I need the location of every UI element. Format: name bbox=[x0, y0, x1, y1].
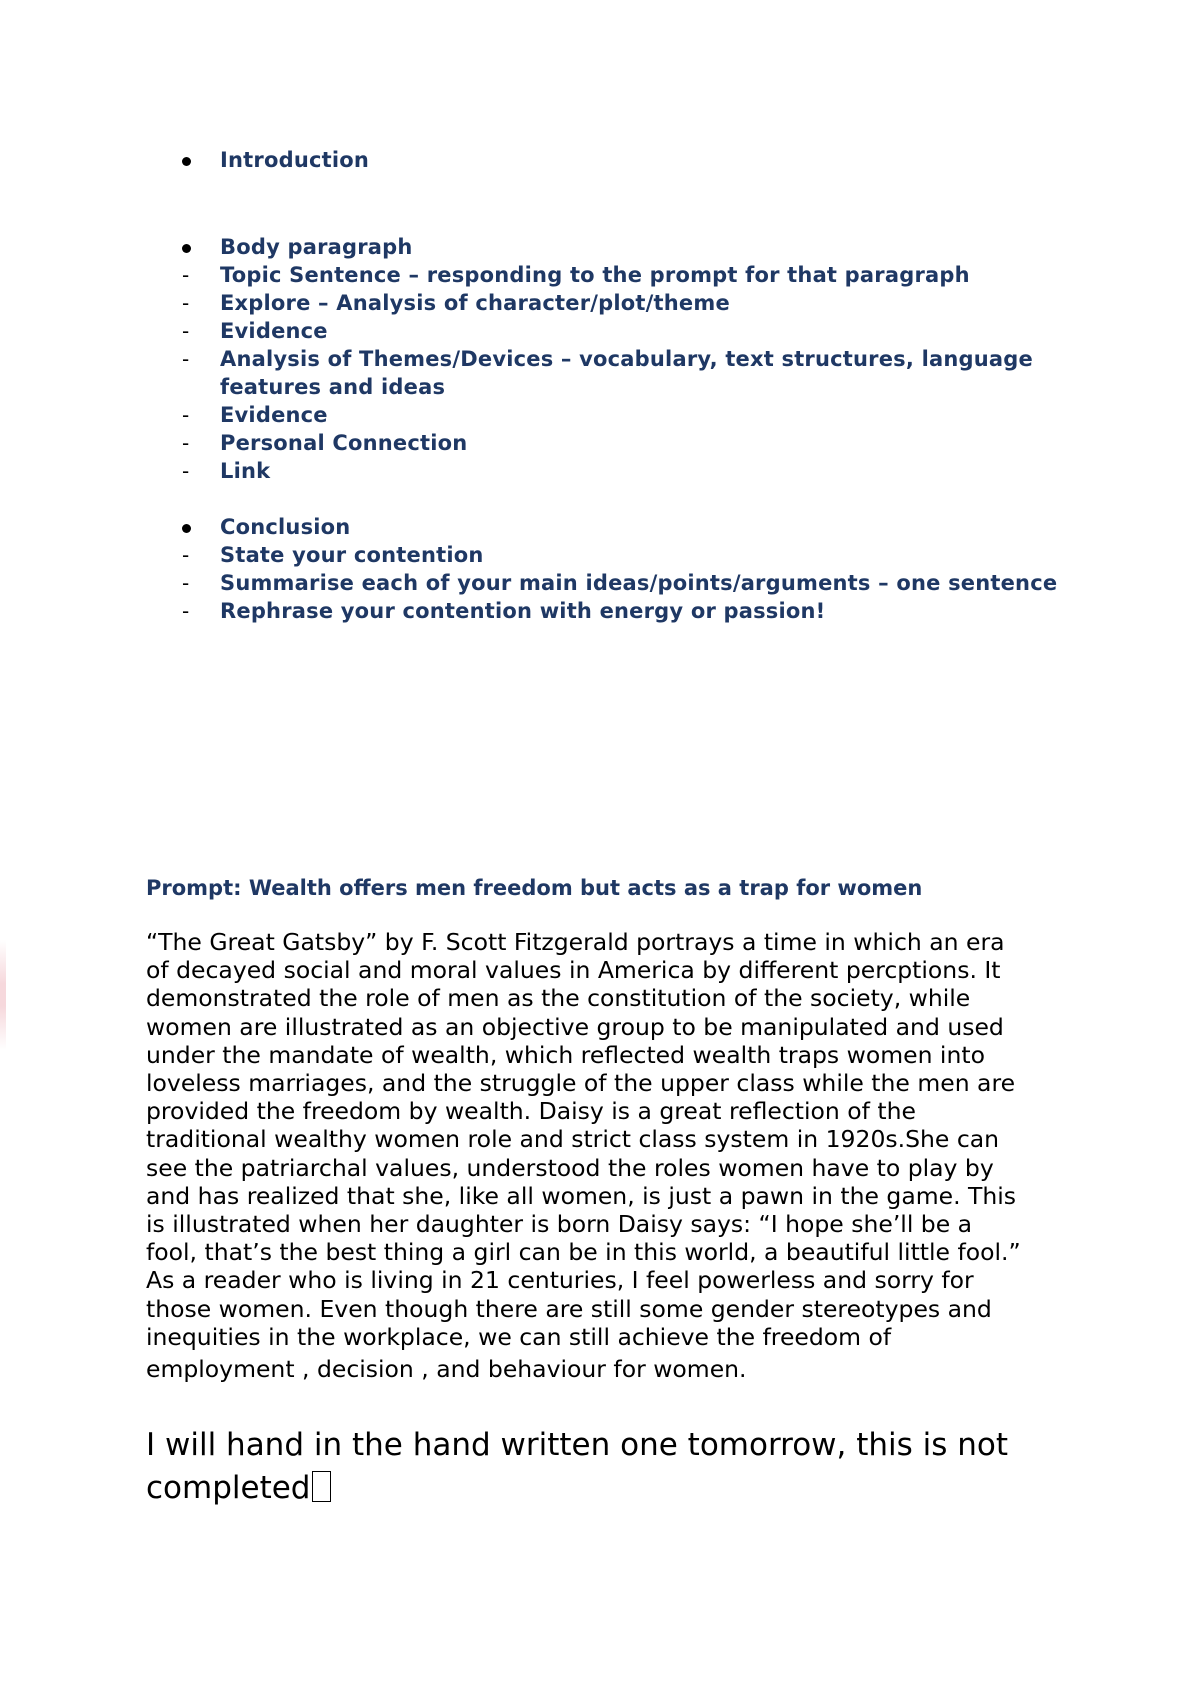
outline-subitem-label: Summarise each of your main ideas/points/arguments – one sentence bbox=[220, 571, 1058, 595]
outline-item-label: Introduction bbox=[220, 148, 370, 172]
outline-subitem-label: Explore – Analysis of character/plot/theme bbox=[220, 291, 730, 315]
outline-subitem bbox=[180, 289, 1080, 317]
outline-subitem bbox=[180, 401, 1080, 429]
essay-line: under the mandate of wealth, which reflected wealth traps women into bbox=[146, 1040, 985, 1069]
outline-subitem-label: Topic Sentence – responding to the prompt for that paragraph bbox=[220, 263, 970, 287]
dash-icon: - bbox=[182, 599, 190, 623]
essay-line: loveless marriages, and the struggle of the upper class while the men are bbox=[146, 1069, 1016, 1098]
outline-item-label: Conclusion bbox=[220, 515, 351, 539]
essay-prompt: Prompt: Wealth offers men freedom but acts as a trap for women bbox=[146, 876, 923, 900]
missing-glyph-icon bbox=[312, 1471, 331, 1502]
essay-line: inequities in the workplace, we can still achieve the freedom of bbox=[146, 1322, 892, 1351]
outline-subitem bbox=[180, 317, 1080, 345]
dash-icon: - bbox=[182, 291, 190, 315]
outline-subitem bbox=[180, 345, 1040, 401]
essay-line: see the patriarchal values, understood the roles women have to play by bbox=[146, 1153, 994, 1182]
essay-line: of decayed social and moral values in America by different percptions. It bbox=[146, 956, 1001, 985]
outline-subitem-label: Rephrase your contention with energy or passion! bbox=[220, 599, 826, 623]
essay-line: is illustrated when her daughter is born Daisy says: “I hope she’ll be a bbox=[146, 1210, 973, 1239]
essay-line: women are illustrated as an objective group to be manipulated and used bbox=[146, 1012, 1004, 1041]
essay-paragraph bbox=[146, 928, 1076, 1383]
note-line-text: completed bbox=[146, 1470, 311, 1506]
dash-icon: - bbox=[182, 543, 190, 567]
note-line bbox=[146, 1467, 1008, 1510]
margin-mark bbox=[0, 940, 6, 1050]
outline-item-introduction bbox=[180, 146, 1080, 174]
outline-subitem bbox=[180, 261, 1080, 289]
dash-icon: - bbox=[182, 347, 190, 371]
outline-subitem bbox=[180, 429, 1080, 457]
note-line: I will hand in the hand written one tomorrow, this is not bbox=[146, 1427, 1009, 1463]
bullet-icon bbox=[182, 244, 191, 253]
outline-subitem-label: State your contention bbox=[220, 543, 484, 567]
outline-subitem-label: Evidence bbox=[220, 403, 328, 427]
outline-subitem-label: Link bbox=[220, 459, 271, 483]
outline-subitem-label: Evidence bbox=[220, 319, 328, 343]
outline-subitem bbox=[180, 457, 1080, 485]
essay-line: provided the freedom by wealth. Daisy is a great reflection of the bbox=[146, 1097, 916, 1126]
essay-line: and has realized that she, like all women, is just a pawn in the game. This bbox=[146, 1181, 1017, 1210]
dash-icon: - bbox=[182, 431, 190, 455]
essay-line: demonstrated the role of men as the constitution of the society, while bbox=[146, 984, 971, 1013]
outline-subitem-label: Personal Connection bbox=[220, 431, 468, 455]
outline-subitem bbox=[180, 597, 1080, 625]
essay-line: traditional wealthy women role and strict class system in 1920s.She can bbox=[146, 1125, 1000, 1154]
outline-item-body-paragraph bbox=[180, 233, 1080, 261]
dash-icon: - bbox=[182, 263, 190, 287]
outline-item-label: Body paragraph bbox=[220, 235, 413, 259]
outline-subitem bbox=[180, 541, 1080, 569]
dash-icon: - bbox=[182, 403, 190, 427]
dash-icon: - bbox=[182, 319, 190, 343]
outline-subitem-label: Analysis of Themes/Devices – vocabulary, text structures, language features and ideas bbox=[220, 347, 1033, 399]
outline-subitem bbox=[180, 569, 1080, 597]
outline-item-conclusion bbox=[180, 513, 1080, 541]
essay-line: “The Great Gatsby” by F. Scott Fitzgerald portrays a time in which an era bbox=[146, 928, 1005, 956]
essay-line: employment , decision , and behaviour for women. bbox=[146, 1355, 747, 1384]
essay-line: As a reader who is living in 21 centuries, I feel powerless and sorry for bbox=[146, 1266, 974, 1295]
essay-line: fool, that’s the best thing a girl can be in this world, a beautiful little fool.” bbox=[146, 1238, 1021, 1267]
essay-line: those women. Even though there are still some gender stereotypes and bbox=[146, 1294, 992, 1323]
dash-icon: - bbox=[182, 459, 190, 483]
essay-outline bbox=[180, 146, 1080, 625]
bullet-icon bbox=[182, 157, 191, 166]
handwritten-note-text bbox=[146, 1424, 1008, 1510]
bullet-icon bbox=[182, 524, 191, 533]
dash-icon: - bbox=[182, 571, 190, 595]
